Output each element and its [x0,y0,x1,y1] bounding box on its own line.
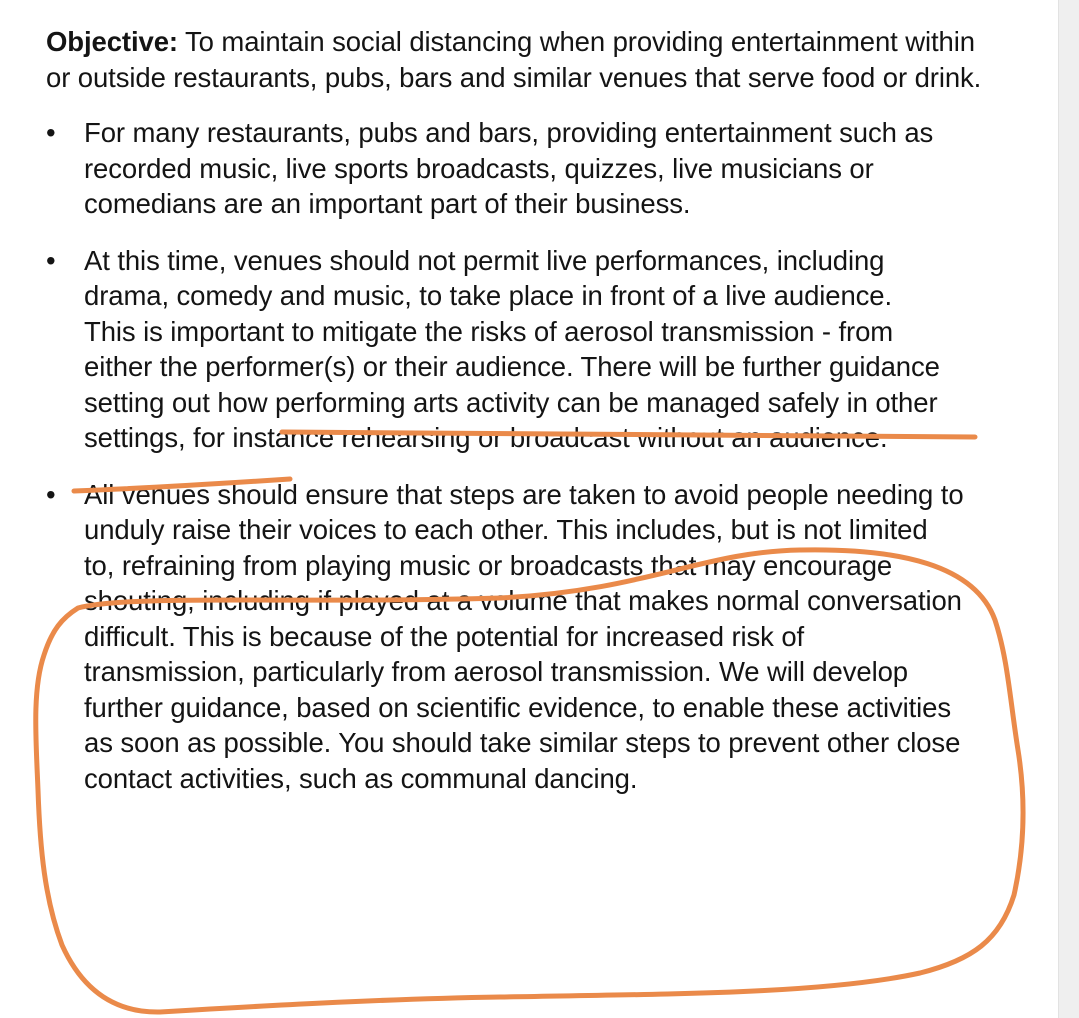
bullet-dot-icon: • [46,117,56,148]
scrollbar[interactable] [1058,0,1079,1018]
objective-label: Objective: [46,26,178,57]
bullet-text: At this time, venues should not permit live performances, including drama, comedy and music, to take place in front of a live audience. This is important to mitigate the risks of aerosol transmission - from either the performer(s) or their audience. There will be further guidance setting out how performing arts activity can be managed safely in other settings, for instance rehearsing or broadcast without an audience. [84,244,940,453]
objective-paragraph [46,24,986,95]
bullet-dot-icon: • [46,478,56,510]
objective-text: To maintain social distancing when providing entertainment within or outside restaurants, pubs, bars and similar venues that serve food or drink. [46,26,982,93]
bullet-text: For many restaurants, pubs and bars, providing entertainment such as recorded music, live sports broadcasts, quizzes, live musicians or comedians are an important part of their business. [84,117,934,219]
bullet-list [46,115,1046,796]
list-item [46,477,1046,797]
bullet-text: All venues should ensure that steps are taken to avoid people needing to unduly raise their voices to each other. This includes, but is not limited to, refraining from playing music or broadcasts that may encourage shouting, including if played at a volume that makes normal conversation difficult. This is because of the potential for increased risk of transmission, particularly from aerosol transmission. We will develop further guidance, based on scientific evidence, to enable these activities as soon as possible. You should take similar steps to prevent other close contact activities, such as communal dancing. [84,478,964,794]
list-item [46,115,1046,222]
bullet-dot-icon: • [46,244,56,276]
document-body [46,24,1046,817]
list-item [46,243,1046,456]
